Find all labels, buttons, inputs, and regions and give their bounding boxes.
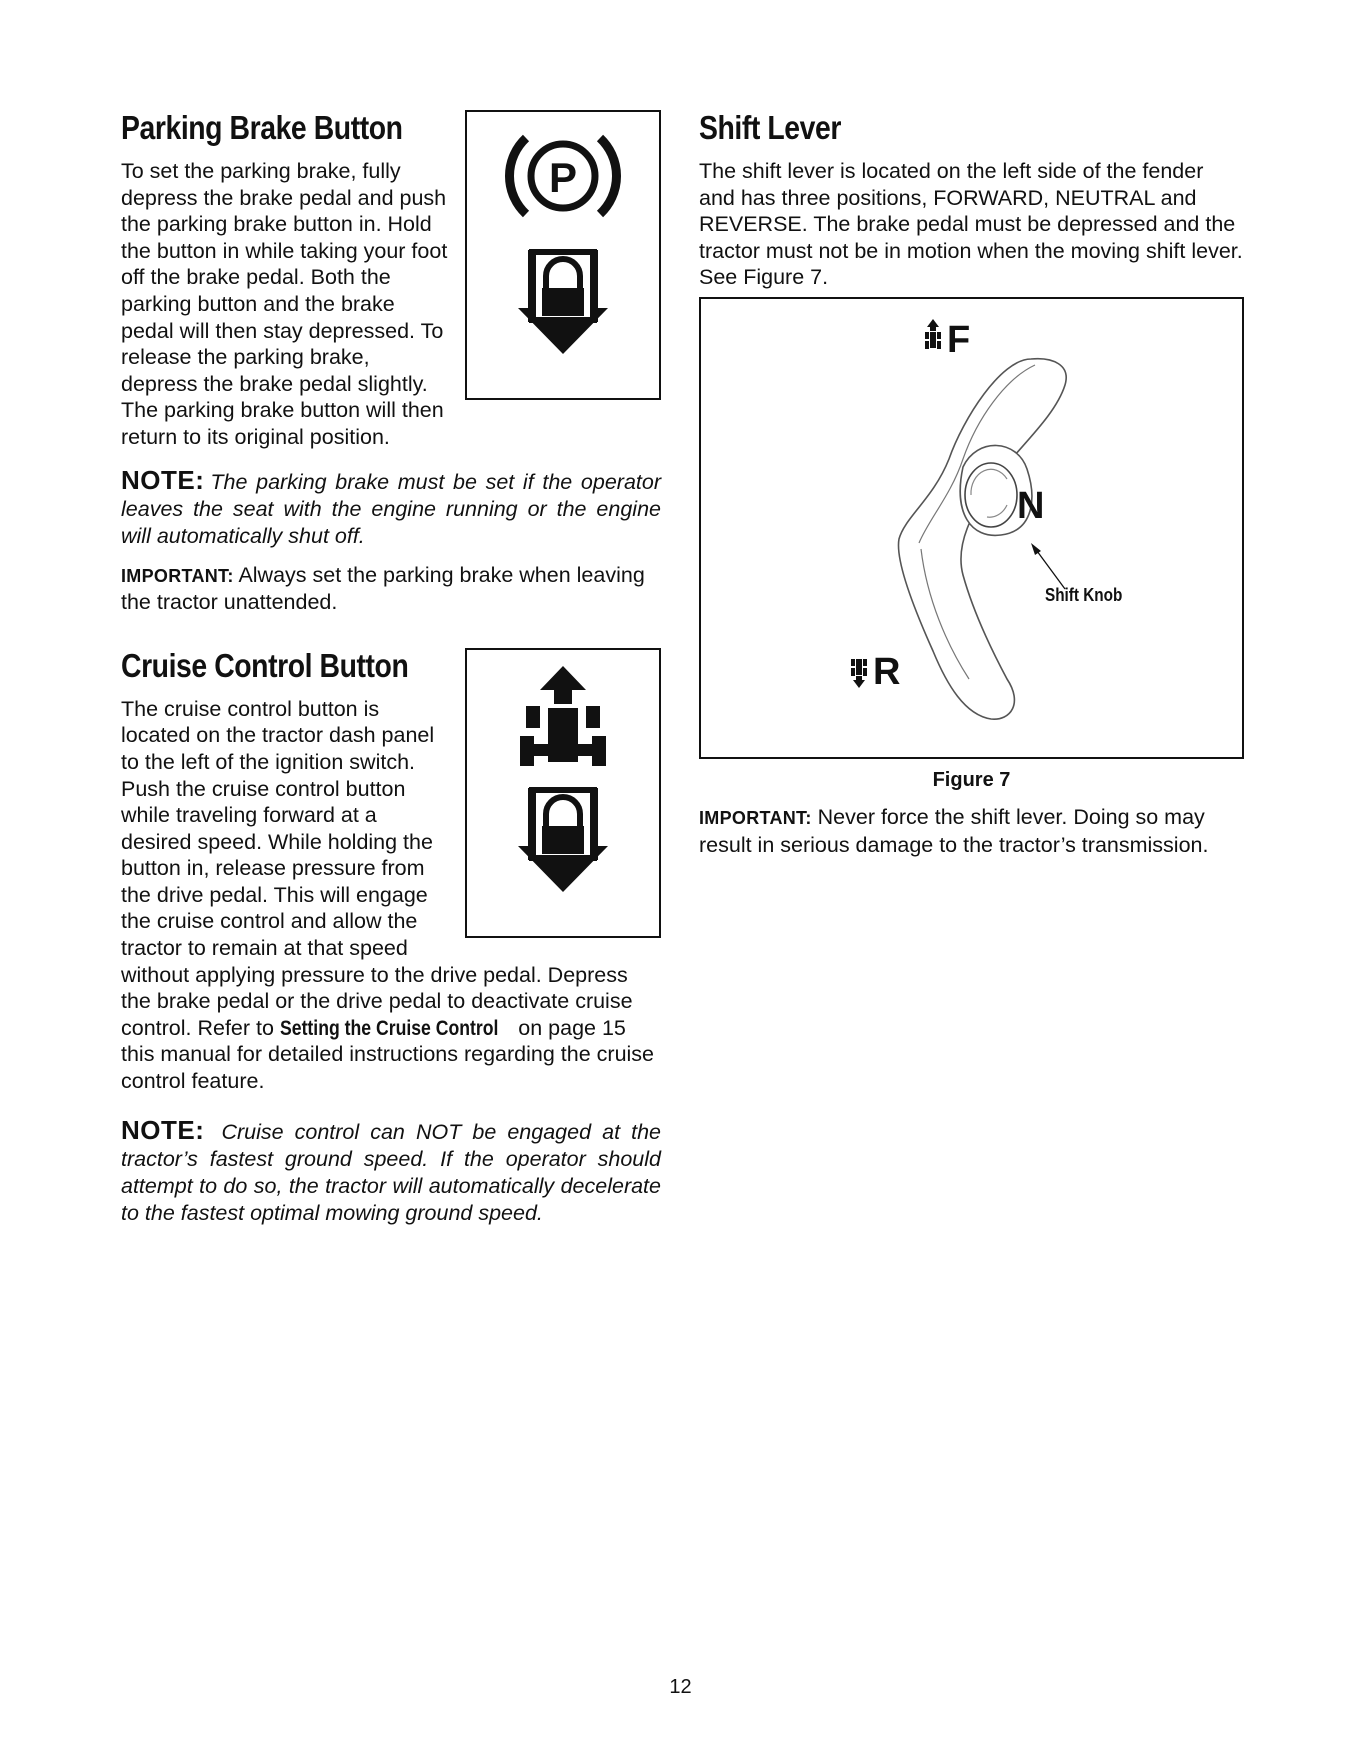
shift-lever-heading: Shift Lever xyxy=(699,109,841,146)
neutral-label: N xyxy=(1017,484,1045,527)
cruise-note xyxy=(121,1114,661,1227)
parking-brake-body: To set the parking brake, fully depress the brake pedal and push the parking brake button in. Hold the button in while taking your foot off the brake pedal. Both the parking button and the brake pedal will then stay depressed. To release the parking brake, depress the brake pedal slightly. The parking brake button will then return to its original position. xyxy=(121,159,448,449)
shift-lever-body: The shift lever is located on the left side of the fender and has three positions, FORWARD, NEUTRAL and REVERSE. The brake pedal must be depressed and the tractor must not be in motion when the moving shift lever. See Figure 7. xyxy=(699,159,1243,290)
left-column xyxy=(121,108,661,1227)
figure-caption: Figure 7 xyxy=(932,768,1011,791)
cruise-body-part1: The cruise control button is located on the tractor dash panel to the left of the ignition switch. Push the cruise control button while traveling forward at a desired speed. While holding the button in, release pressure from the drive pedal. This will engage the cruise control and allow the tractor to remain at that speed without applying pressure to the drive pedal. Depress the brake pedal or the drive pedal to deactivate cruise control. Refer to xyxy=(121,696,633,1040)
parking-important xyxy=(121,562,661,616)
lock-pedal-icon xyxy=(468,780,658,920)
parking-note-text: The parking brake must be set if the operator leaves the seat with the engine running or the engine will automatically shut off. xyxy=(121,469,661,548)
forward-label: F xyxy=(947,318,971,361)
lock-pedal-icon xyxy=(468,232,658,382)
parking-note xyxy=(121,464,661,550)
shift-important-text: Never force the shift lever. Doing so may result in serious damage to the tractor’s transmission. xyxy=(699,804,1209,857)
parking-brake-icon-box xyxy=(465,110,661,400)
parking-important-text: Always set the parking brake when leaving the tractor unattended. xyxy=(121,562,645,615)
note-label: NOTE: xyxy=(121,1114,205,1145)
shift-knob-label: Shift Knob xyxy=(1045,584,1123,605)
shift-important xyxy=(699,804,1244,858)
reverse-label: R xyxy=(873,650,901,693)
parking-brake-heading: Parking Brake Button xyxy=(121,109,403,146)
cruise-note-text: Cruise control can NOT be engaged at the tractor’s fastest ground speed. If the operator should attempt to do so, the tractor will automatically decelerate to the fastest optimal mowing ground speed. xyxy=(121,1119,661,1225)
svg-text:P: P xyxy=(548,154,578,201)
right-column xyxy=(699,108,1244,858)
figure-7-shift-lever-diagram xyxy=(699,297,1244,759)
cruise-control-heading: Cruise Control Button xyxy=(121,646,409,684)
important-label: IMPORTANT: xyxy=(121,565,234,586)
cruise-body-part2: on page 15 this manual for detailed instructions regarding the cruise control feature. xyxy=(121,1015,655,1094)
setting-cruise-control-link: Setting the Cruise Control xyxy=(279,1015,499,1040)
shift-lever-illustration xyxy=(701,299,1242,757)
note-label: NOTE: xyxy=(121,464,205,495)
important-label: IMPORTANT: xyxy=(699,807,812,828)
cruise-control-icon-box xyxy=(465,648,661,938)
page-number: 12 xyxy=(669,1676,692,1698)
